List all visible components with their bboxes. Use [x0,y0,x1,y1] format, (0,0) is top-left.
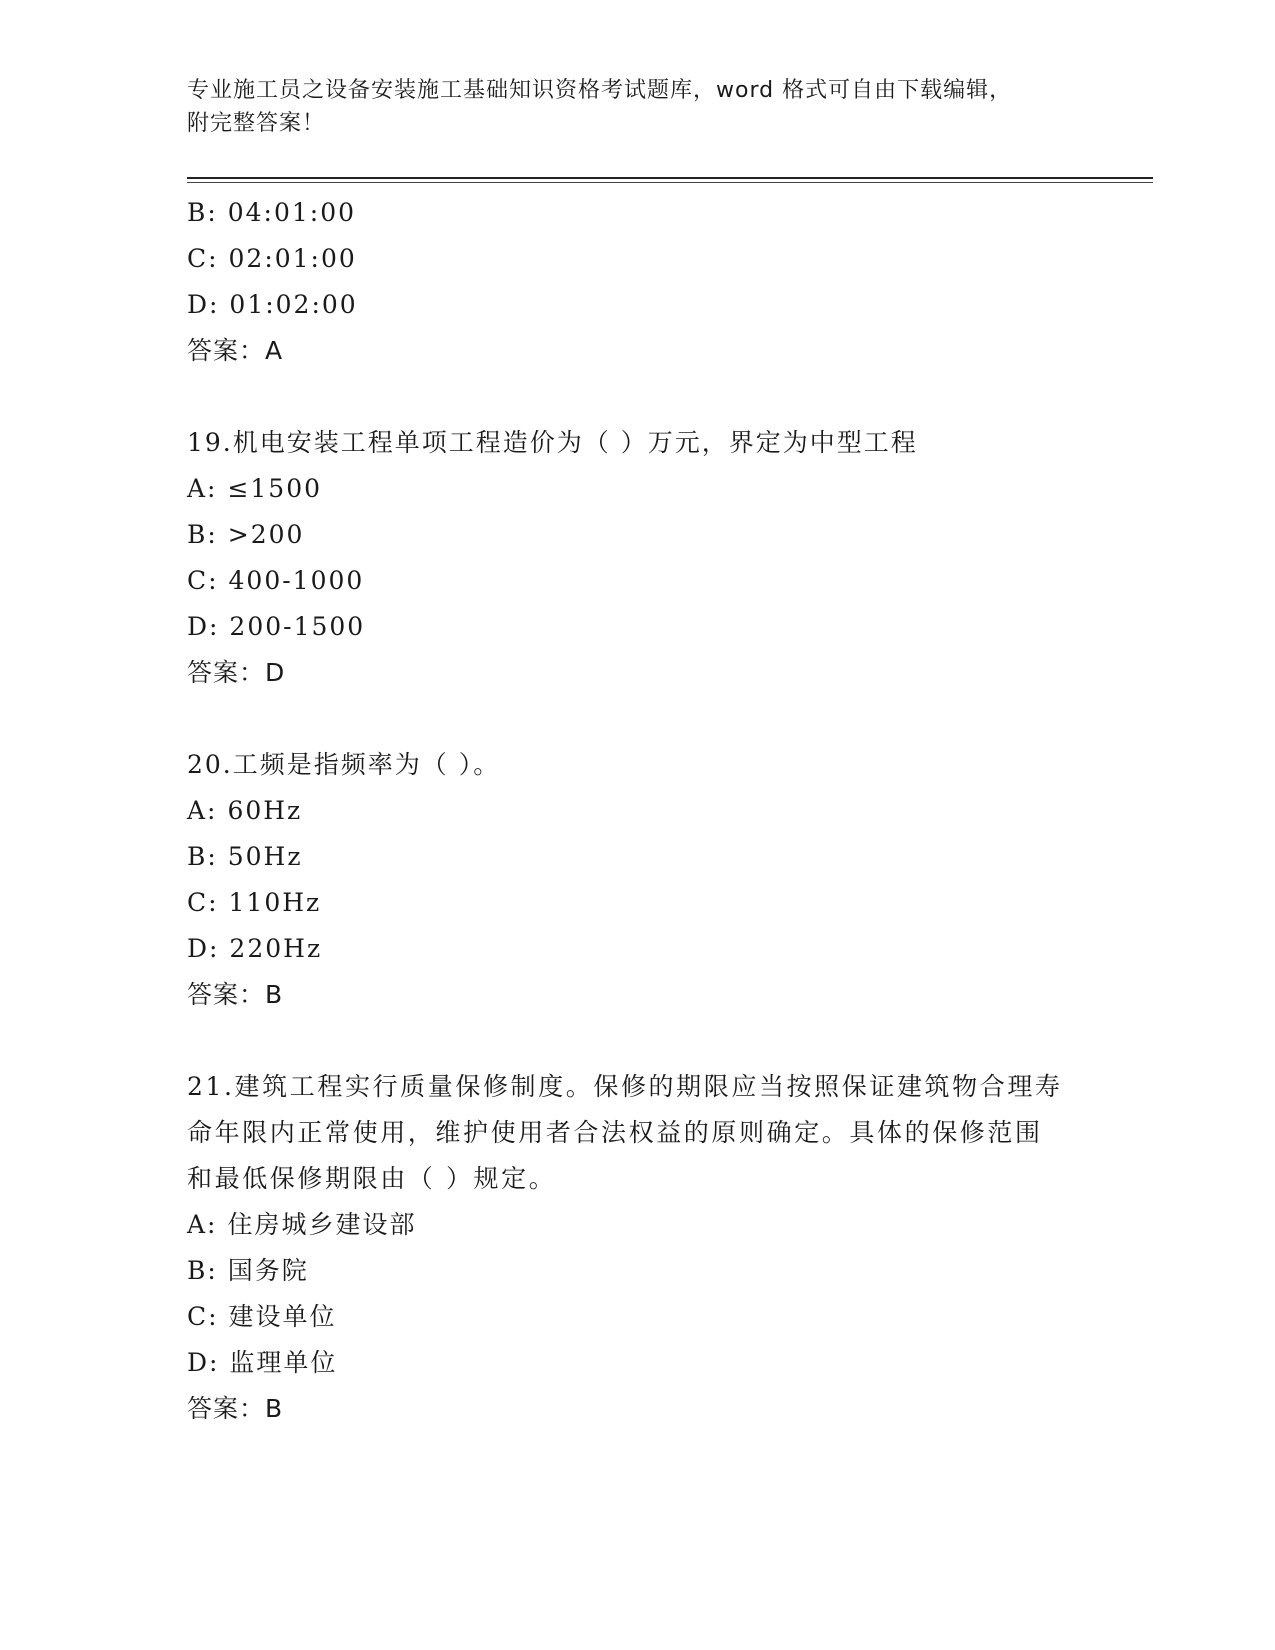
option-text: 02:01:00 [228,244,357,273]
question-text: 21.建筑工程实行质量保修制度。保修的期限应当按照保证建筑物合理寿命年限内正常使用，维护使用者合法权益的原则确定。具体的保修范围和最低保修期限由（ ）规定。 [187,1072,1063,1193]
option-label: B: [187,198,218,227]
option-text: 建设单位 [228,1302,337,1331]
question-list [187,190,1087,1432]
option-label: A: [187,796,218,825]
question-text: 19.机电安装工程单项工程造价为（ ）万元，界定为中型工程 [187,428,918,457]
option-d [187,1340,1087,1386]
option-c [187,558,1087,604]
option-b [187,834,1087,880]
option-text: 200-1500 [229,612,366,641]
option-label: D: [187,612,220,641]
question-20 [187,742,1087,1018]
option-b [187,190,1087,236]
option-d [187,282,1087,328]
option-label: C: [187,244,219,273]
option-text: 60Hz [227,796,303,825]
option-c [187,236,1087,282]
option-label: C: [187,888,219,917]
option-label: B: [187,842,218,871]
option-b [187,1248,1087,1294]
option-b [187,512,1087,558]
option-text: 110Hz [228,888,322,917]
option-a [187,1202,1087,1248]
option-label: D: [187,290,220,319]
option-label: C: [187,1302,219,1331]
option-text: 住房城乡建设部 [227,1210,417,1239]
option-text: ≤1500 [227,474,323,503]
header-line-2: 附完整答案！ [187,111,326,136]
option-d [187,604,1087,650]
option-label: A: [187,1210,218,1239]
option-d [187,926,1087,972]
question-19 [187,420,1087,696]
option-text: >200 [227,520,305,549]
question-21 [187,1064,1087,1432]
option-text: 400-1000 [228,566,365,595]
option-a [187,788,1087,834]
option-c [187,1294,1087,1340]
option-text: 01:02:00 [229,290,358,319]
header-divider-thick [187,177,1153,179]
answer-line: 答案：D [187,658,286,687]
option-text: 04:01:00 [227,198,357,227]
option-label: D: [187,1348,220,1377]
option-text: 国务院 [227,1256,309,1285]
answer-line: 答案：A [187,336,284,365]
question-text: 20.工频是指频率为（ ）。 [187,750,501,779]
header-divider-thin [187,182,1153,183]
answer-line: 答案：B [187,980,284,1009]
option-label: C: [187,566,219,595]
option-label: B: [187,520,218,549]
answer-line: 答案：B [187,1394,284,1423]
option-label: D: [187,934,220,963]
option-text: 220Hz [229,934,323,963]
option-text: 监理单位 [229,1348,338,1377]
option-a [187,466,1087,512]
option-label: B: [187,1256,218,1285]
header-line-1: 专业施工员之设备安装施工基础知识资格考试题库，word 格式可自由下载编辑， [187,78,1013,103]
document-header [187,74,1087,140]
option-label: A: [187,474,218,503]
option-text: 50Hz [227,842,303,871]
question-continued [187,190,1087,374]
option-c [187,880,1087,926]
